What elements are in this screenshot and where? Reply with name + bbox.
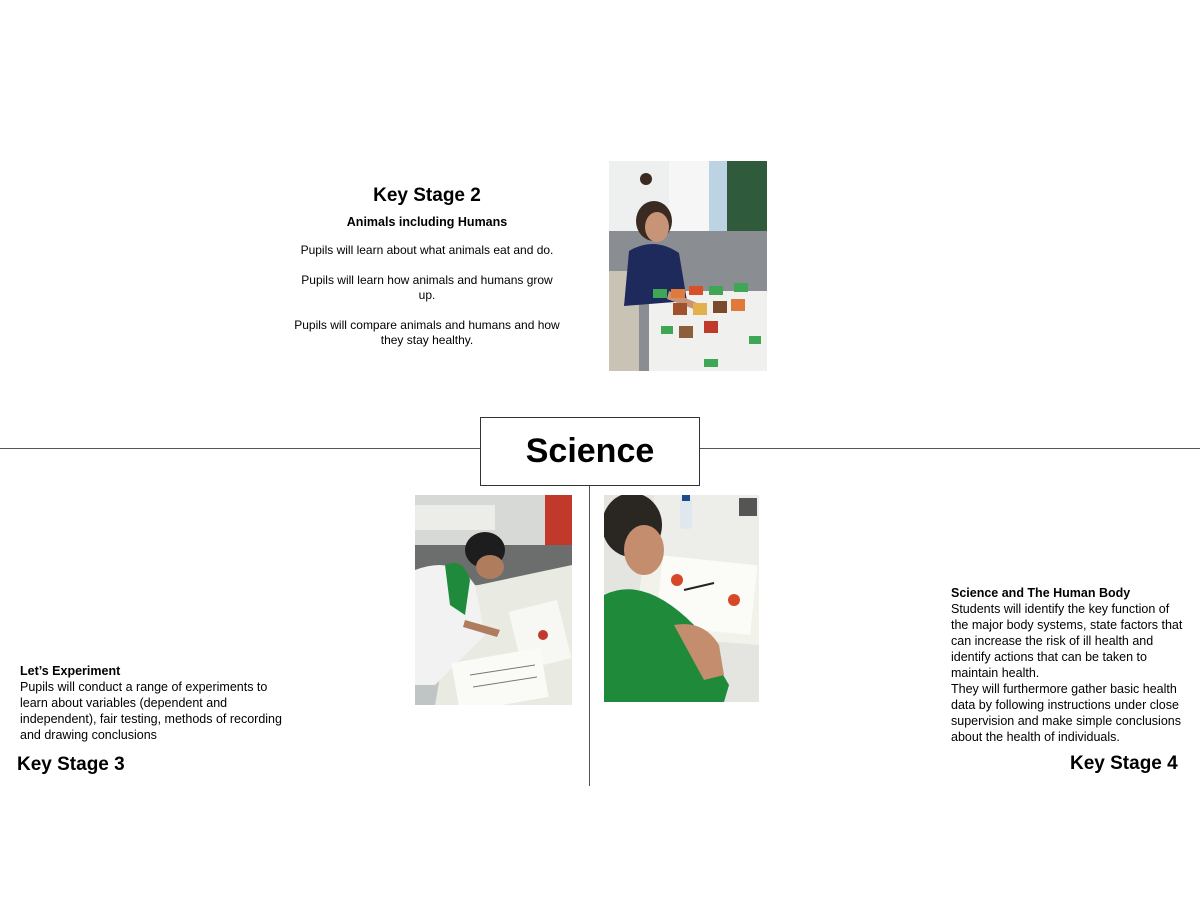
- ks2-subheading: Animals including Humans: [346, 215, 508, 229]
- ks2-point: Pupils will learn about what animals eat and do.: [300, 243, 554, 257]
- ks4-photo-boy-drawing-diagram: [604, 495, 759, 702]
- ks3-subheading: Let’s Experiment: [20, 664, 121, 678]
- ks4-label: Key Stage 4: [1070, 753, 1178, 774]
- ks2-point: Pupils will compare animals and humans and how they stay healthy.: [294, 318, 560, 347]
- ks2-point: Pupils will learn how animals and humans grow up.: [301, 273, 553, 302]
- ks2-heading: Key Stage 2: [373, 185, 481, 206]
- ks2-photo-girl-sorting-cards: [609, 161, 767, 371]
- vertical-divider: [589, 486, 590, 786]
- ks3-text: Pupils will conduct a range of experiments to learn about variables (dependent and independent), fair testing, methods of recording and drawing conclusions: [20, 680, 282, 742]
- ks3-description: [20, 663, 285, 743]
- ks3-photo-boy-writing-worksheet: [415, 495, 572, 705]
- ks4-text-2: They will furthermore gather basic health data by following instructions under close supervision and make simple conclusions about the health of individuals.: [951, 682, 1181, 744]
- ks4-text-1: Students will identify the key function of the major body systems, state factors that can increase the risk of ill health and identify actions that can be taken to maintain health.: [951, 602, 1183, 680]
- ks3-label: Key Stage 3: [17, 754, 125, 775]
- ks4-description: [951, 585, 1183, 745]
- ks2-section: [292, 185, 562, 363]
- center-title: Science: [525, 432, 655, 470]
- ks4-subheading: Science and The Human Body: [951, 586, 1131, 600]
- center-title-box: [480, 417, 700, 486]
